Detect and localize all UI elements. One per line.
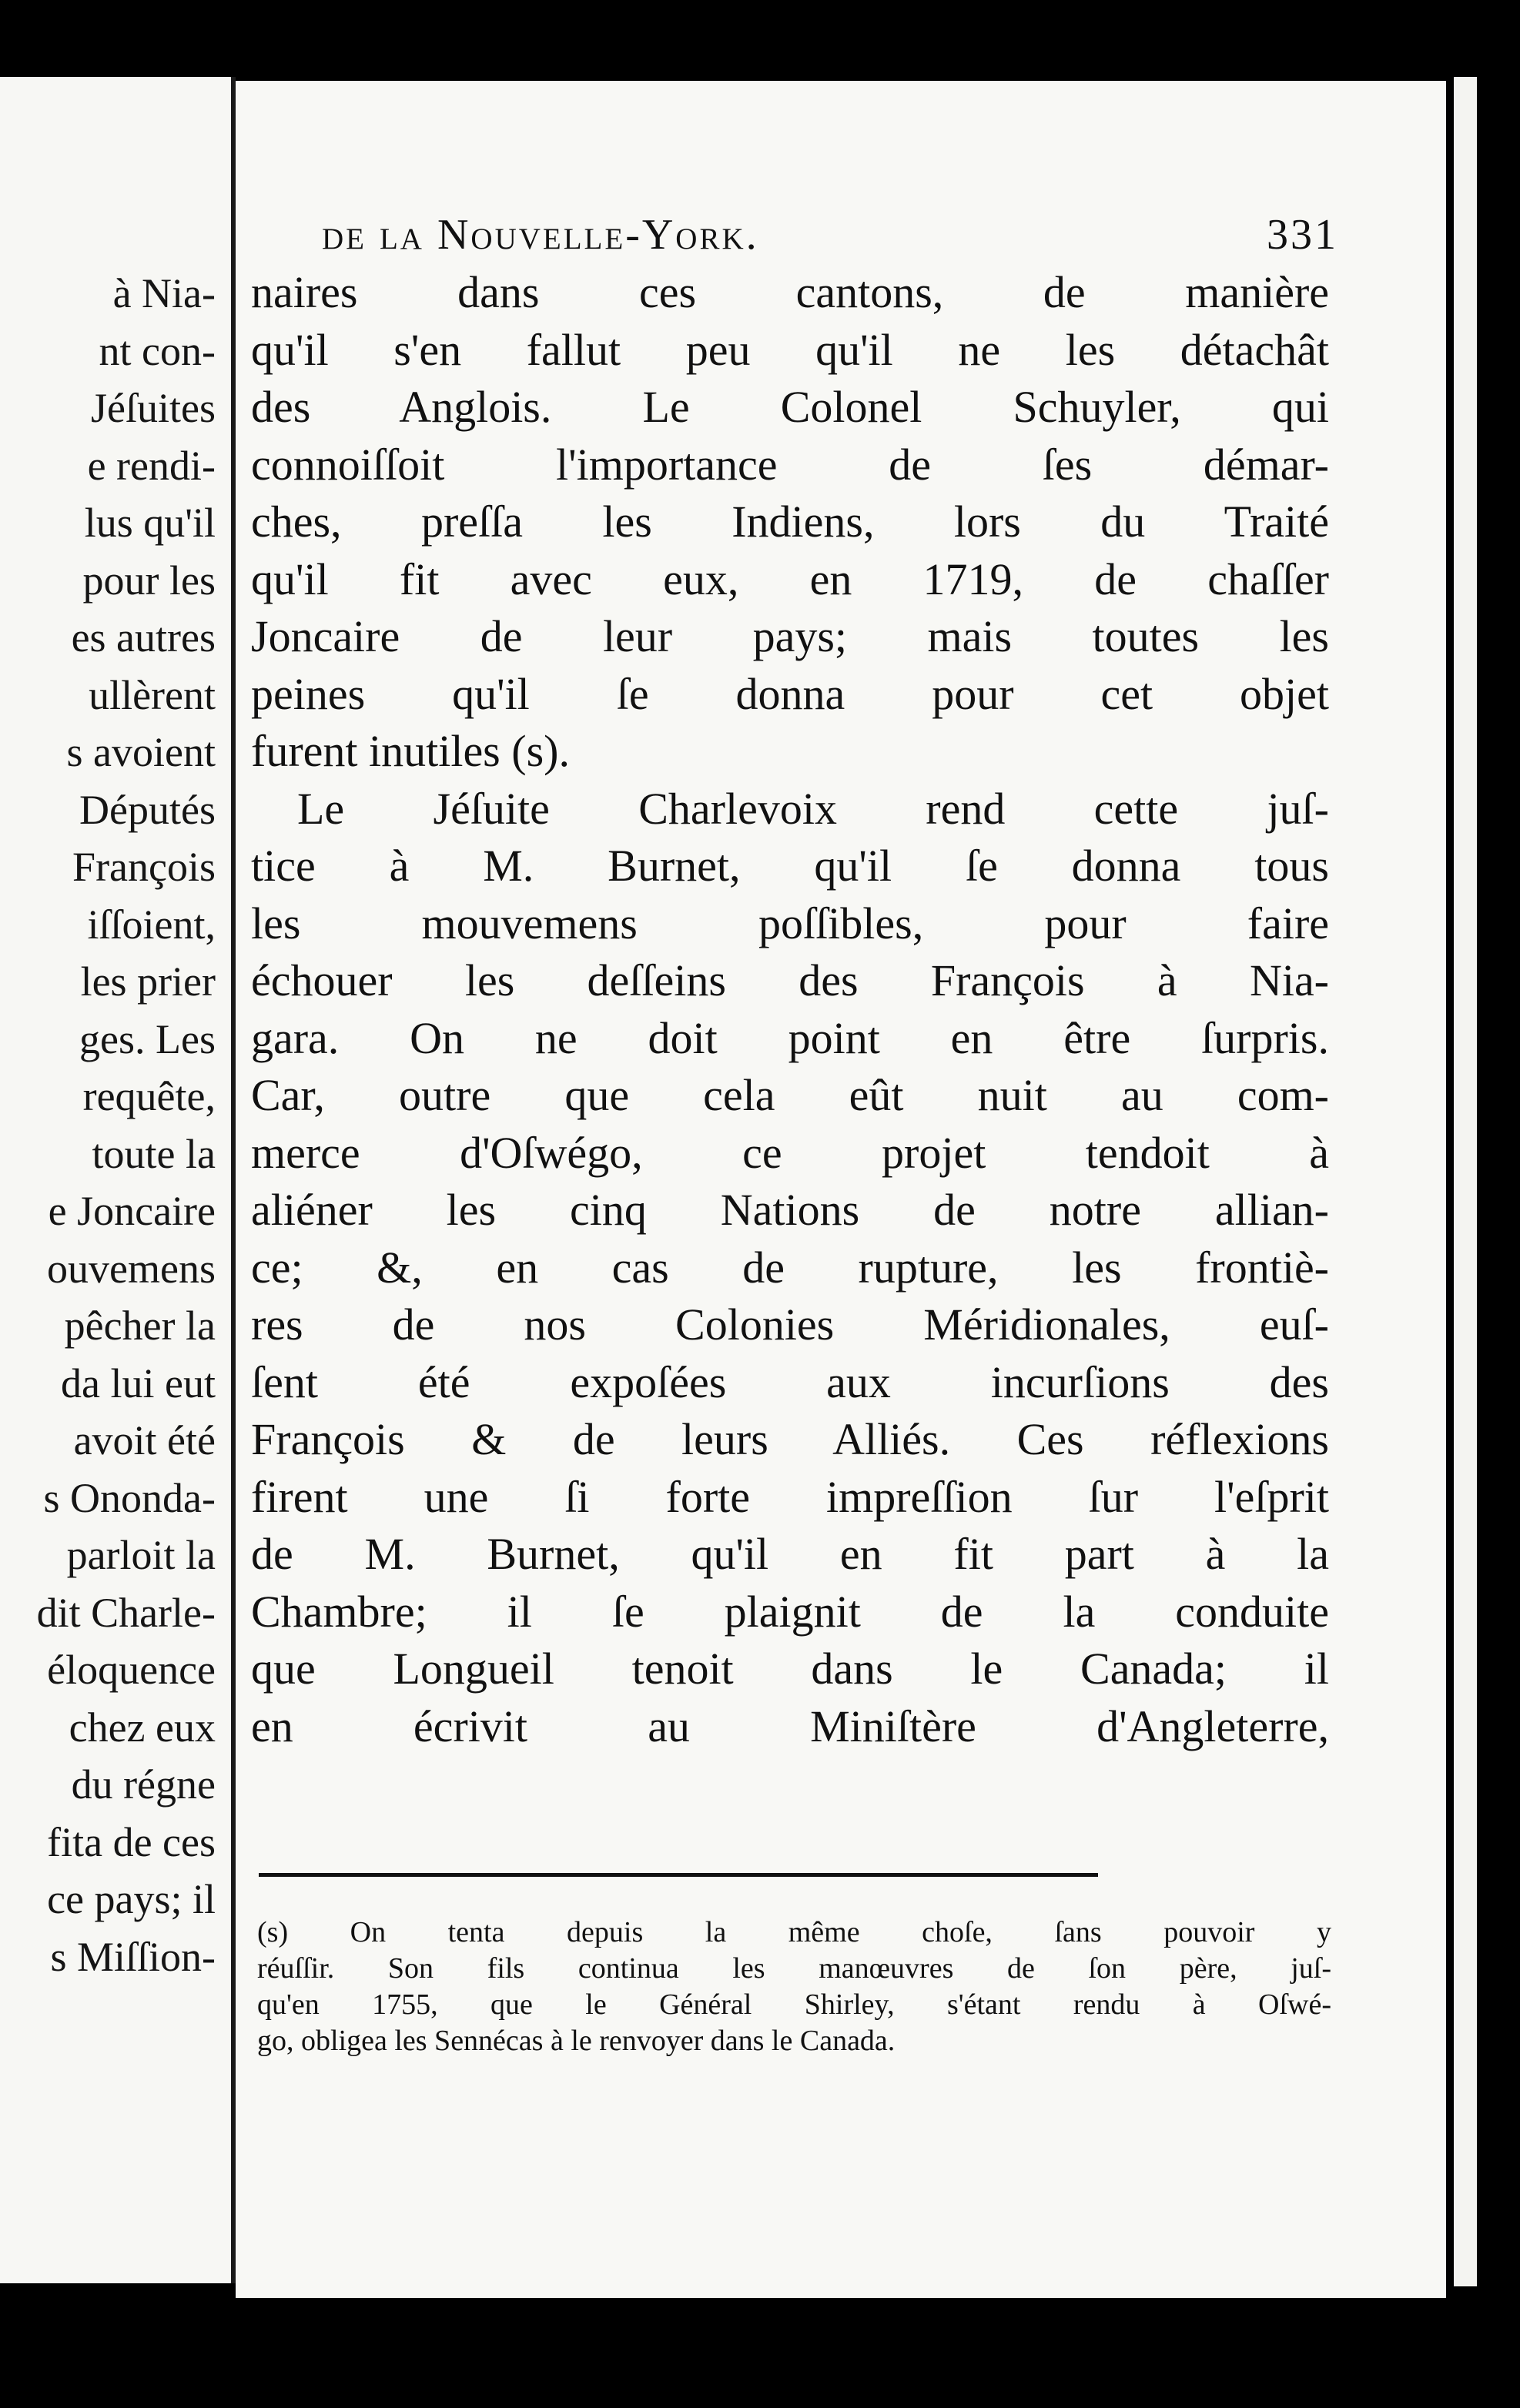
footnote-line: (s) On tenta depuis la même choſe, ſans pouvoir y	[257, 1916, 1331, 1948]
text-line: tice à M. Burnet, qu'il ſe donna tous	[251, 841, 1329, 891]
previous-page-line: pour les	[82, 557, 216, 604]
previous-page-line: da lui eut	[61, 1360, 216, 1406]
book-page	[236, 81, 1446, 2298]
footnote-line: go, obligea les Sennécas à le renvoyer dans le Canada.	[257, 2025, 896, 2057]
text-line: peines qu'il ſe donna pour cet objet	[251, 668, 1329, 719]
text-line: gara. On ne doit point en être ſurpris.	[251, 1012, 1329, 1063]
text-line: Joncaire de leur pays; mais toutes les	[251, 611, 1329, 661]
running-head	[322, 210, 1338, 259]
text-line: que Longueil tenoit dans le Canada; il	[251, 1644, 1329, 1694]
footnote	[257, 1915, 1331, 2059]
previous-page-line: Députés	[79, 786, 216, 833]
previous-page-line: parloit la	[66, 1532, 216, 1578]
body-text	[251, 264, 1329, 1755]
text-line: naires dans ces cantons, de manière	[251, 267, 1329, 317]
text-line: Le Jéſuite Charlevoix rend cette juſ-	[297, 783, 1329, 834]
previous-page-line: nt con-	[99, 327, 216, 374]
page-number: 331	[1267, 211, 1338, 259]
previous-page-line: ouvemens	[47, 1245, 216, 1292]
previous-page-line: fita de ces	[47, 1818, 216, 1865]
text-line: furent inutiles (s).	[251, 726, 570, 776]
text-line: Car, outre que cela eût nuit au com-	[251, 1070, 1329, 1120]
text-line: des Anglois. Le Colonel Schuyler, qui	[251, 382, 1329, 432]
text-line: de M. Burnet, qu'il en fit part à la	[251, 1529, 1329, 1579]
previous-page-line: s Miſſion-	[50, 1933, 216, 1980]
text-line: qu'il fit avec eux, en 1719, de chaſſer	[251, 554, 1329, 604]
text-line: en écrivit au Miniſtère d'Angleterre,	[251, 1701, 1329, 1751]
previous-page-line: François	[72, 844, 216, 890]
text-line: merce d'Oſwégo, ce projet tendoit à	[251, 1127, 1329, 1178]
previous-page-line: es autres	[71, 614, 216, 661]
previous-page-line: chez eux	[69, 1704, 216, 1751]
previous-page-line: du régne	[71, 1761, 216, 1808]
text-line: firent une ſi forte impreſſion ſur l'eſprit	[251, 1471, 1329, 1522]
previous-page-line: ullèrent	[89, 671, 216, 718]
text-line: res de nos Colonies Méridionales, euſ-	[251, 1299, 1329, 1349]
previous-page-line: e Joncaire	[48, 1188, 216, 1234]
previous-page-line: à Nia-	[112, 270, 216, 316]
previous-page-line: e rendi-	[87, 442, 216, 489]
text-line: ches, preſſa les Indiens, lors du Traité	[251, 497, 1329, 547]
footnote-line: réuſſir. Son fils continua les manœuvres de ſon père, juſ-	[257, 1952, 1331, 1985]
previous-page-line: dit Charle-	[36, 1589, 216, 1636]
text-line: aliéner les cinq Nations de notre allian-	[251, 1185, 1329, 1235]
previous-page-line: requête,	[82, 1073, 216, 1119]
previous-page-line: pêcher la	[64, 1303, 216, 1349]
previous-page-line: toute la	[92, 1130, 216, 1177]
text-line: François & de leurs Alliés. Ces réflexions	[251, 1414, 1329, 1464]
text-line: ce; &, en cas de rupture, les frontiè-	[251, 1242, 1329, 1293]
running-head-title: de la Nouvelle-York.	[322, 211, 759, 259]
previous-page-line: Jéſuites	[91, 385, 216, 431]
text-line: échouer les deſſeins des François à Nia-	[251, 955, 1329, 1005]
previous-page-line: ce pays; il	[47, 1876, 216, 1922]
footnote-rule	[259, 1873, 1098, 1877]
previous-page-edge	[0, 77, 236, 2283]
text-line: les mouvemens poſſibles, pour faire	[251, 898, 1329, 948]
previous-page-line: éloquence	[47, 1647, 216, 1693]
previous-page-line: s avoient	[66, 729, 216, 775]
previous-page-line: les prier	[80, 958, 216, 1005]
previous-page-line: ges. Les	[79, 1015, 216, 1062]
text-line: qu'il s'en fallut peu qu'il ne les détachât	[251, 324, 1329, 375]
text-line: Chambre; il ſe plaignit de la conduite	[251, 1586, 1329, 1637]
previous-page-line: s Ononda-	[43, 1474, 216, 1521]
next-page-edge	[1454, 77, 1477, 2286]
footnote-line: qu'en 1755, que le Général Shirley, s'étant rendu à Oſwé-	[257, 1988, 1331, 2021]
text-line: connoiſſoit l'importance de ſes démar-	[251, 439, 1329, 490]
text-line: ſent été expoſées aux incurſions des	[251, 1356, 1329, 1407]
previous-page-line: lus qu'il	[84, 500, 216, 546]
previous-page-line: iſſoient,	[87, 901, 216, 948]
previous-page-line: avoit été	[73, 1417, 216, 1463]
